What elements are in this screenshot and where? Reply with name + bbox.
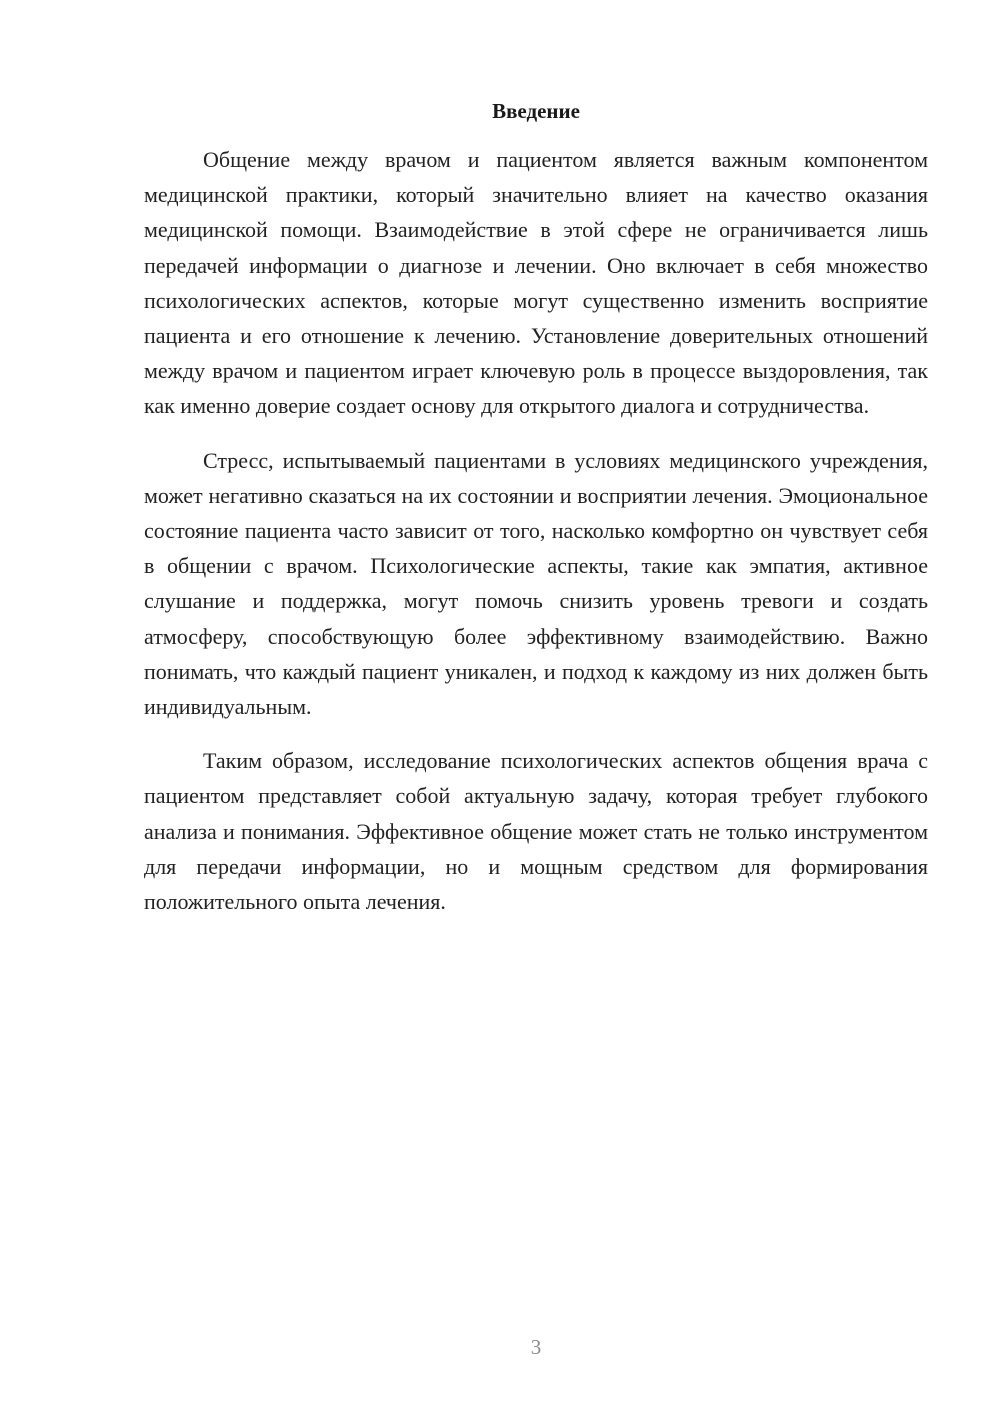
page-number: 3 bbox=[530, 1335, 542, 1359]
paragraph-1: Общение между врачом и пациентом является важным компонентом медицинской практики, который значительно влияет на качество оказания медицинской помощи. Взаимодействие в этой сфере не ограничивается лишь передачей информации о диагнозе и лечении. Оно включает в себя множество психологических аспектов, которые могут существенно изменить восприятие пациента и его отношение к лечению. Установление доверительных отношений между врачом и пациентом играет ключевую роль в процессе выздоровления, так как именно доверие создает основу для открытого диалога и сотрудничества. bbox=[144, 147, 928, 419]
paragraph-2: Стресс, испытываемый пациентами в условиях медицинского учреждения, может негативно сказаться на их состоянии и восприятии лечения. Эмоциональное состояние пациента часто зависит от того, насколько комфортно он чувствует себя в общении с врачом. Психологические аспекты, такие как эмпатия, активное слушание и поддержка, могут помочь снизить уровень тревоги и создать атмосферу, способствующую более эффективному взаимодействию. Важно понимать, что каждый пациент уникален, и подход к каждому из них должен быть индивидуальным. bbox=[144, 447, 928, 720]
section-heading: Введение bbox=[492, 99, 580, 123]
body-text bbox=[144, 142, 928, 938]
paragraph-3: Таким образом, исследование психологических аспектов общения врача с пациентом представляет собой актуальную задачу, которая требует глубокого анализа и понимания. Эффективное общение может стать не только инструментом для передачи информации, но и мощным средством для формирования положительного опыта лечения. bbox=[144, 748, 928, 915]
